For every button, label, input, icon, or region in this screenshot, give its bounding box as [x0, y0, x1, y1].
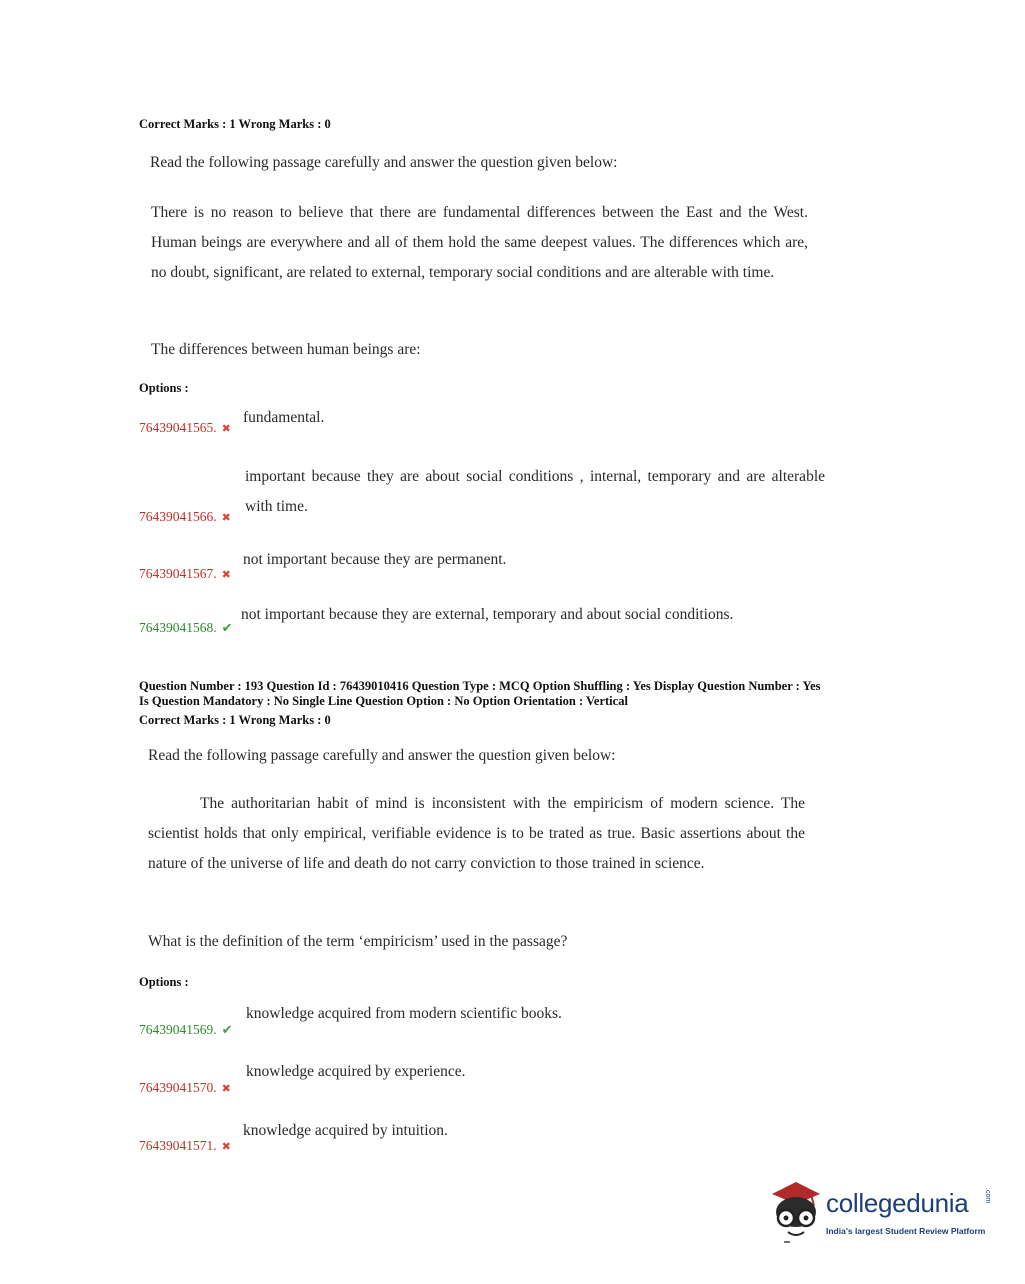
option-id-text: 76439041567.	[139, 566, 217, 581]
q193-options-label: Options :	[139, 975, 189, 989]
check-icon: ✔	[221, 1022, 233, 1038]
q193-header-line1: Question Number : 193 Question Id : 76439010416 Question Type : MCQ Option Shuffling : Yes Display Question Number : Yes	[139, 679, 821, 693]
logo-domain-suffix: .com	[984, 1188, 991, 1204]
q192-instruction: Read the following passage carefully and answer the question given below:	[150, 154, 618, 171]
cross-icon: ✖	[221, 1081, 231, 1095]
q193-question: What is the definition of the term ‘empiricism’ used in the passage?	[148, 933, 568, 950]
option-id-text: 76439041570.	[139, 1080, 217, 1095]
q192-question: The differences between human beings are:	[151, 341, 421, 358]
q193-header-line2: Is Question Mandatory : No Single Line Question Option : No Option Orientation : Vertical	[139, 694, 628, 708]
option-id	[139, 420, 231, 436]
logo-wordmark: collegedunia	[826, 1188, 969, 1218]
option-id-text: 76439041565.	[139, 420, 217, 435]
logo-tagline: India's largest Student Review Platform	[826, 1226, 986, 1236]
option-id	[139, 1138, 231, 1154]
option-id	[139, 509, 231, 525]
cross-icon: ✖	[221, 421, 231, 435]
option-id-text: 76439041566.	[139, 509, 217, 524]
option-text: knowledge acquired from modern scientific books.	[246, 1005, 562, 1022]
check-icon: ✔	[221, 620, 233, 636]
cross-icon: ✖	[221, 510, 231, 524]
mascot-icon	[766, 1176, 826, 1248]
option-text: not important because they are external, temporary and about social conditions.	[241, 606, 734, 623]
option-id-text: 76439041568.	[139, 620, 217, 635]
option-id-text: 76439041571.	[139, 1138, 217, 1153]
option-text: knowledge acquired by experience.	[246, 1063, 466, 1080]
option-id	[139, 566, 231, 582]
q193-marks: Correct Marks : 1 Wrong Marks : 0	[139, 713, 331, 727]
option-text: important because they are about social conditions , internal, temporary and are alterable with time.	[245, 468, 825, 515]
option-id	[139, 1080, 231, 1096]
option-text: fundamental.	[243, 409, 325, 426]
q193-passage: The authoritarian habit of mind is inconsistent with the empiricism of modern science. The scientist holds that only empirical, verifiable evidence is to be trated as true. Basic assertions about the nature of the universe of life and death do not carry conviction to those trained in science.	[148, 795, 805, 872]
q192-options-label: Options :	[139, 381, 189, 395]
q192-marks: Correct Marks : 1 Wrong Marks : 0	[139, 117, 331, 131]
option-id	[139, 1022, 233, 1038]
cross-icon: ✖	[221, 1139, 231, 1153]
q192-passage: There is no reason to believe that there are fundamental differences between the East and the West. Human beings are everywhere and all of them hold the same deepest values. The differences which are, no doubt, significant, are related to external, temporary social conditions and are alterable with time.	[151, 204, 808, 281]
option-id-text: 76439041569.	[139, 1022, 217, 1037]
collegedunia-logo	[766, 1176, 996, 1248]
cross-icon: ✖	[221, 567, 231, 581]
option-text: knowledge acquired by intuition.	[243, 1122, 448, 1139]
option-text: not important because they are permanent.	[243, 551, 507, 568]
q193-instruction: Read the following passage carefully and answer the question given below:	[148, 747, 616, 764]
option-id	[139, 620, 233, 636]
